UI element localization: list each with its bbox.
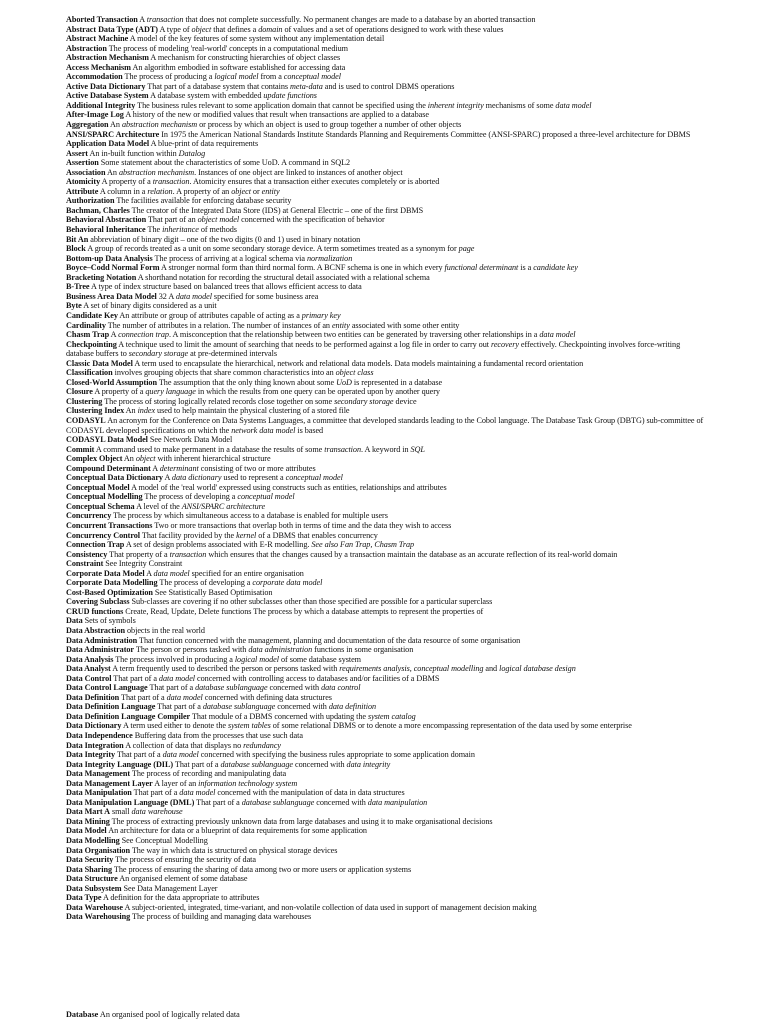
glossary-term: CRUD functions: [66, 606, 124, 616]
glossary-term: Corporate Data Modelling: [66, 578, 158, 588]
glossary-definition: A transaction that does not complete successfully. No permanent changes are made to a database by an aborted transaction: [137, 15, 536, 24]
glossary-entry: [66, 235, 706, 245]
glossary-term: Closed-World Assumption: [66, 377, 157, 387]
glossary-definition: A term used to encapsulate the hierarchical, network and relational data models. Data models maintaining a fundamental record orientation: [132, 358, 584, 368]
glossary-entry: [66, 340, 706, 359]
glossary-term: Data Abstraction: [66, 626, 126, 635]
glossary-term: Data Security: [66, 855, 114, 865]
glossary-definition: A stronger normal form than third normal form. A BCNF schema is one in which every functional determinant is a candidate key: [159, 263, 578, 273]
glossary-entry: [66, 903, 706, 913]
glossary-term: Data Definition Language Compiler: [66, 711, 191, 721]
glossary-entry: [66, 445, 706, 455]
glossary-definition: That part of a data model concerned with controlling access to databases and/or facilities of a DBMS: [111, 673, 440, 683]
glossary-term: Data Integration: [66, 740, 124, 750]
glossary-definition: That module of a DBMS concerned with updating the system catalog: [190, 711, 416, 721]
glossary-entry: [66, 893, 706, 903]
glossary-definition: A data model specified for an entire organisation: [144, 568, 304, 578]
glossary-term: B-Tree: [66, 282, 90, 292]
glossary-definition: Sub-classes are covering if no other subclasses other than those specified are possible for a particular superclass: [129, 597, 493, 607]
glossary-definition: That function concerned with the management, planning and documentation of the data resource of some organisation: [137, 635, 521, 645]
glossary-definition: Buffering data from the processes that use such data: [132, 731, 303, 741]
glossary-entry: [66, 292, 706, 302]
glossary-term: Data Control Language: [66, 683, 148, 693]
glossary-entry: [66, 874, 706, 884]
glossary-definition: The process of building and managing data warehouses: [130, 912, 312, 922]
glossary-definition: The number of attributes in a relation. The number of instances of an entity associated with some other entity: [105, 320, 460, 330]
glossary-definition: A model of the key features of some system without any implementation detail: [128, 34, 385, 44]
glossary-entry: [66, 750, 706, 760]
glossary-term: Atomicity: [66, 177, 101, 187]
glossary-entry: [66, 244, 706, 254]
glossary-entry: [66, 884, 706, 894]
glossary-entry: [66, 655, 706, 665]
glossary-definition: A set of design problems associated with E-R modelling. See also Fan Trap, Chasm Trap: [124, 540, 415, 550]
glossary-definition: The process of ensuring the security of data: [113, 855, 256, 865]
glossary-term: Data Warehousing: [66, 912, 131, 922]
glossary-term: Bracketing Notation: [66, 272, 137, 282]
glossary-entry: [66, 674, 706, 684]
glossary-entry: [66, 101, 706, 111]
glossary-term: Conceptual Schema: [66, 501, 135, 511]
glossary-term: Conceptual Modelling: [66, 492, 143, 502]
glossary-entry: [66, 836, 706, 846]
glossary-term: Data: [66, 616, 83, 626]
glossary-definition: That part of a database sublanguage concerned with data integrity: [173, 759, 391, 769]
glossary-entry: [66, 826, 706, 836]
glossary-definition: The process of developing a corporate data model: [157, 578, 323, 588]
glossary-term: Abstract Machine: [66, 34, 129, 44]
glossary-definition: The process of arriving at a logical schema via normalization: [152, 253, 353, 263]
glossary-term: Conceptual Data Dictionary: [66, 473, 163, 483]
glossary-term: Data Mining: [66, 816, 110, 826]
glossary-definition: An in-built function within Datalog: [87, 148, 206, 158]
glossary-definition: A column in a relation. A property of an object or entity: [98, 186, 280, 196]
glossary-definition: An architecture for data or a blueprint of data requirements for some application: [106, 826, 367, 836]
glossary-entry: [66, 540, 706, 550]
glossary-entry: [66, 158, 706, 168]
glossary-entry: [66, 798, 706, 808]
glossary-definition: Some statement about the characteristics of some UoD. A command in SQL2: [98, 158, 351, 168]
glossary-term: Corporate Data Model: [66, 568, 145, 578]
glossary-term: Constraint: [66, 559, 104, 569]
glossary-entry: [66, 712, 706, 722]
glossary-term: Active Database System: [66, 91, 149, 101]
glossary-entry: [66, 578, 706, 588]
glossary-definition: The process of modeling 'real-world' concepts in a computational medium: [106, 43, 348, 53]
glossary-entry: [66, 807, 706, 817]
glossary-definition: A subject-oriented, integrated, time-variant, and non-volatile collection of data used in support of management decision making: [123, 902, 537, 912]
glossary-term: Block: [66, 244, 86, 254]
glossary-list: [66, 15, 706, 922]
glossary-entry: [66, 645, 706, 655]
glossary-definition: The process involved in producing a logical model of some database system: [113, 654, 362, 664]
glossary-term: Complex Object: [66, 454, 123, 464]
glossary-entry: [66, 569, 706, 579]
glossary-entry: [66, 521, 706, 531]
glossary-term: Data Definition Language: [66, 702, 156, 712]
glossary-term: Data Management: [66, 769, 131, 779]
glossary-term: Data Warehouse: [66, 902, 123, 912]
glossary-term: Clustering: [66, 396, 103, 406]
glossary-entry: [66, 550, 706, 560]
glossary-term: Chasm Trap: [66, 330, 110, 340]
glossary-definition: The assumption that the only thing known about some UoD is represented in a database: [156, 377, 443, 387]
glossary-definition: abbreviation of binary digit – one of the two digits (0 and 1) used in binary notation: [88, 234, 361, 244]
glossary-term: Covering Subclass: [66, 597, 130, 607]
glossary-term: Connection Trap: [66, 540, 125, 550]
glossary-definition: A property of a transaction. Atomicity ensures that a transaction either executes completely or is aborted: [100, 177, 440, 187]
glossary-entry: [66, 187, 706, 197]
glossary-term: Behavioral Abstraction: [66, 215, 147, 225]
glossary-definition: An abstraction mechanism. Instances of one object are linked to instances of another object: [105, 167, 403, 177]
glossary-definition: A database system with embedded update functions: [148, 91, 317, 101]
glossary-definition: A type of index structure based on balanced trees that allows efficient access to data: [89, 282, 362, 292]
glossary-entry: [66, 311, 706, 321]
glossary-definition: A history of the new or modified values that result when transactions are applied to a database: [123, 110, 429, 120]
glossary-term: Data Organisation: [66, 845, 130, 855]
glossary-definition: A data dictionary used to represent a conceptual model: [162, 473, 343, 483]
glossary-definition: The process by which simultaneous access to a database is enabled for multiple users: [111, 511, 388, 521]
glossary-definition: A shorthand notation for recording the structural detail associated with a relational schema: [136, 272, 430, 282]
glossary-entry: [66, 760, 706, 770]
glossary-definition: The process of recording and manipulating data: [130, 769, 287, 779]
glossary-term: Checkpointing: [66, 339, 117, 349]
glossary-definition: A determinant consisting of two or more attributes: [150, 463, 316, 473]
glossary-definition: In 1975 the American National Standards Institute Standards Planning and Requirements Committee (ANSI-SPARC) proposed a three-level architecture for DBMS: [159, 129, 691, 139]
glossary-definition: A connection trap. A misconception that the relationship between two entities can be generated by traversing other relationships in a data model: [109, 330, 576, 340]
glossary-definition: A mechanism for constructing hierarchies of object classes: [148, 53, 341, 63]
glossary-entry: [66, 483, 706, 493]
glossary-entry: [66, 511, 706, 521]
glossary-term: Abstraction Mechanism: [66, 53, 149, 63]
glossary-definition: A command used to make permanent in a database the results of some transaction. A keyword in SQL: [94, 444, 425, 454]
glossary-entry: [66, 215, 706, 225]
glossary-definition: See Network Data Model: [147, 435, 233, 445]
glossary-entry: [66, 588, 706, 598]
glossary-entry: [66, 63, 706, 73]
glossary-definition: The facilities available for enforcing database security: [114, 196, 292, 206]
glossary-term: Behavioral Inheritance: [66, 225, 146, 235]
glossary-term: Association: [66, 167, 106, 177]
glossary-entry: [66, 855, 706, 865]
glossary-entry: [66, 865, 706, 875]
glossary-definition: An abstraction mechanism or process by which an object is used to group together a number of other objects: [108, 120, 462, 130]
glossary-definition: A layer of an information technology system: [152, 778, 298, 788]
glossary-entry: [66, 702, 706, 712]
glossary-term: Conceptual Model: [66, 482, 130, 492]
glossary-term: Data Administration: [66, 635, 138, 645]
glossary-entry: [66, 44, 706, 54]
glossary-entry: [66, 731, 706, 741]
glossary-term: Data Mart A: [66, 807, 111, 817]
glossary-entry: [66, 139, 706, 149]
glossary-definition: The creator of the Integrated Data Store (IDS) at General Electric – one of the first DBMS: [129, 205, 424, 215]
glossary-definition: involves grouping objects that share common characteristics into an object class: [112, 368, 374, 378]
glossary-entry: [66, 72, 706, 82]
glossary-definition: The process of storing logically related records close together on some secondary storage device: [102, 396, 417, 406]
glossary-term: Assertion: [66, 158, 99, 168]
glossary-term: Aborted Transaction: [66, 15, 138, 24]
glossary-entry: [66, 454, 706, 464]
glossary-definition: That part of a database sublanguage concerned with data manipulation: [194, 797, 428, 807]
glossary-term: Attribute: [66, 186, 99, 196]
glossary-term: After-Image Log: [66, 110, 124, 120]
glossary-entry: [66, 769, 706, 779]
glossary-entry: [66, 177, 706, 187]
glossary-term: Abstraction: [66, 43, 107, 53]
glossary-term: Commit: [66, 444, 95, 454]
glossary-entry: [66, 378, 706, 388]
glossary-definition: See Conceptual Modelling: [119, 836, 208, 846]
glossary-term: Data Integrity: [66, 750, 116, 760]
glossary-definition: See Data Management Layer: [121, 883, 218, 893]
glossary-definition: An organised pool of logically related data: [99, 1010, 240, 1019]
glossary-term: Cost-Based Optimization: [66, 587, 153, 597]
glossary-definition: A property of a query language in which the results from one query can be operated upon by another query: [92, 387, 440, 397]
glossary-entry: [66, 206, 706, 216]
glossary-term: Database: [66, 1010, 99, 1019]
glossary-term: Data Manipulation: [66, 788, 132, 798]
glossary-definition: A collection of data that displays no redundancy: [123, 740, 281, 750]
glossary-entry: [66, 846, 706, 856]
glossary-term: Classification: [66, 368, 113, 378]
glossary-definition: The process of producing a logical model from a conceptual model: [122, 72, 341, 82]
glossary-term: Data Modelling: [66, 836, 120, 846]
glossary-term: Access Mechanism: [66, 62, 131, 72]
glossary-entry: [66, 626, 706, 636]
glossary-entry: [66, 120, 706, 130]
glossary-definition: That part of a data model concerned with defining data structures: [119, 692, 332, 702]
glossary-entry: [66, 492, 706, 502]
glossary-term: Active Data Dictionary: [66, 81, 146, 91]
glossary-term: Consistency: [66, 549, 108, 559]
glossary-term: Data Dictionary: [66, 721, 122, 731]
glossary-term: Closure: [66, 387, 93, 397]
glossary-entry: [66, 683, 706, 693]
glossary-definition: objects in the real world: [125, 626, 205, 635]
glossary-entry: [66, 416, 706, 435]
glossary-entry: [66, 1010, 706, 1020]
glossary-entry: [66, 636, 706, 646]
glossary-entry: [66, 263, 706, 273]
glossary-definition: That part of a database sublanguage concerned with data definition: [155, 702, 377, 712]
glossary-definition: That facility provided by the kernel of a DBMS that enables concurrency: [140, 530, 378, 540]
glossary-entry: [66, 664, 706, 674]
glossary-entry: [66, 282, 706, 292]
glossary-definition: A level of the ANSI/SPARC architecture: [134, 501, 266, 511]
glossary-term: Boyce–Codd Normal Form: [66, 263, 160, 273]
glossary-entry: [66, 397, 706, 407]
glossary-definition: The process of developing a conceptual model: [142, 492, 295, 502]
glossary-term: Aggregation: [66, 120, 109, 130]
glossary-term: Bachman, Charles: [66, 205, 130, 215]
glossary-definition: An object with inherent hierarchical structure: [122, 454, 271, 464]
glossary-entry: [66, 616, 706, 626]
glossary-term: Data Integrity Language (DIL): [66, 759, 174, 769]
glossary-term: Classic Data Model: [66, 358, 133, 368]
glossary-definition: An acronym for the Conference on Data Systems Languages, a committee that developed standards leading to the Cobol language. The Database Task Group (DBTG) sub-committee of CODASYL developed specifications on which the network data model is based: [66, 415, 704, 435]
glossary-entry: [66, 53, 706, 63]
glossary-entry: [66, 330, 706, 340]
glossary-entry: [66, 788, 706, 798]
glossary-entry: [66, 130, 706, 140]
glossary-definition: A term used either to denote the system tables of some relational DBMS or to denote a more encompassing representation of the data used by some enterprise: [121, 721, 632, 731]
glossary-definition: A type of object that defines a domain of values and a set of operations designed to work with these values: [157, 24, 504, 34]
glossary-definition: An algorithm embodied in software established for accessing data: [130, 62, 346, 72]
glossary-term: CODASYL: [66, 415, 106, 425]
glossary-term: Cardinality: [66, 320, 106, 330]
glossary-definition: An attribute or group of attributes capable of acting as a primary key: [117, 310, 341, 320]
glossary-entry: [66, 559, 706, 569]
glossary-entry: [66, 301, 706, 311]
glossary-definition: A definition for the data appropriate to attributes: [101, 893, 260, 903]
glossary-term: Application Data Model: [66, 139, 150, 149]
glossary-definition: Create, Read, Update, Delete functions The process by which a database attempts to represent the properties of: [123, 606, 484, 616]
glossary-entry: [66, 817, 706, 827]
glossary-definition: That property of a transaction which ensures that the changes caused by a transaction maintain the database as an accurate reflection of its real-world domain: [107, 549, 618, 559]
glossary-entry: [66, 597, 706, 607]
glossary-term: Data Subsystem: [66, 883, 122, 893]
glossary-definition: See Statistically Based Optimisation: [152, 587, 273, 597]
glossary-entry: [66, 502, 706, 512]
page-footer: [66, 1010, 706, 1020]
glossary-term: Data Manipulation Language (DML): [66, 797, 195, 807]
glossary-entry: [66, 721, 706, 731]
glossary-term: Data Definition: [66, 692, 120, 702]
glossary-definition: See Integrity Constraint: [103, 559, 183, 569]
glossary-term: Data Analysis: [66, 654, 114, 664]
glossary-definition: A set of binary digits considered as a unit: [81, 301, 217, 311]
glossary-entry: [66, 607, 706, 617]
glossary-term: Clustering Index: [66, 406, 125, 416]
glossary-entry: [66, 359, 706, 369]
glossary-term: Data Management Layer: [66, 778, 153, 788]
glossary-term: Data Administrator: [66, 645, 135, 655]
glossary-entry: [66, 225, 706, 235]
glossary-term: Data Structure: [66, 874, 118, 884]
glossary-entry: [66, 168, 706, 178]
glossary-entry: [66, 912, 706, 922]
glossary-entry: [66, 779, 706, 789]
glossary-entry: [66, 693, 706, 703]
glossary-entry: [66, 91, 706, 101]
glossary-term: Authorization: [66, 196, 115, 206]
glossary-entry: [66, 110, 706, 120]
glossary-term: Candidate Key: [66, 310, 118, 320]
glossary-term: Accommodation: [66, 72, 123, 82]
glossary-entry: [66, 464, 706, 474]
glossary-entry: [66, 406, 706, 416]
glossary-term: Bit An: [66, 234, 89, 244]
glossary-term: Byte: [66, 301, 82, 311]
glossary-term: Data Analyst: [66, 664, 111, 674]
glossary-term: Compound Determinant: [66, 463, 151, 473]
glossary-term: Assert: [66, 148, 88, 158]
glossary-definition: That part of an object model concerned with the specification of behavior: [146, 215, 385, 225]
glossary-term: Data Type: [66, 893, 102, 903]
glossary-definition: A group of records treated as a unit on some secondary storage device. A term sometimes treated as a synonym for page: [85, 244, 475, 254]
glossary-definition: The process of extracting previously unknown data from large databases and using it to make organisational decisions: [109, 816, 493, 826]
glossary-definition: An organised element of some database: [117, 874, 248, 884]
glossary-entry: [66, 741, 706, 751]
glossary-entry: [66, 531, 706, 541]
glossary-definition: That part of a data model concerned with the manipulation of data in data structures: [131, 788, 405, 798]
glossary-definition: 32 A data model specified for some business area: [156, 291, 319, 301]
glossary-term: Concurrency: [66, 511, 112, 521]
glossary-definition: Two or more transactions that overlap both in terms of time and the data they wish to access: [152, 520, 452, 530]
glossary-term: Concurrent Transactions: [66, 520, 153, 530]
glossary-definition: small data warehouse: [110, 807, 183, 817]
glossary-definition: A term frequently used to described the person or persons tasked with requirements analysis, conceptual modelling and logical database design: [110, 664, 576, 674]
glossary-definition: That part of a database sublanguage concerned with data control: [147, 683, 361, 693]
glossary-definition: Sets of symbols: [82, 616, 136, 626]
glossary-definition: A blue-print of data requirements: [149, 139, 259, 149]
glossary-definition: The process of ensuring the sharing of data among two or more users or application systems: [112, 864, 412, 874]
glossary-definition: An index used to help maintain the physical clustering of a stored file: [124, 406, 350, 416]
glossary-entry: [66, 149, 706, 159]
glossary-term: Data Model: [66, 826, 107, 836]
glossary-entry: [66, 387, 706, 397]
glossary-definition: The person or persons tasked with data administration functions in some organisation: [134, 645, 414, 655]
glossary-definition: A technique used to limit the amount of searching that needs to be performed against a log file in order to carry out recovery effectively. Checkpointing involves force-writing database buffers to secondary storage at pre-determined intervals: [66, 339, 681, 359]
glossary-term: Concurrency Control: [66, 530, 141, 540]
glossary-term: Data Independence: [66, 731, 133, 741]
glossary-definition: That part of a data model concerned with specifying the business rules appropriate to some application domain: [115, 750, 475, 760]
glossary-entry: [66, 25, 706, 35]
glossary-term: Abstract Data Type (ADT): [66, 24, 158, 34]
glossary-definition: That part of a database system that contains meta-data and is used to control DBMS operations: [145, 81, 455, 91]
glossary-term: Data Control: [66, 673, 112, 683]
glossary-term: Bottom-up Data Analysis: [66, 253, 153, 263]
glossary-entry: [66, 368, 706, 378]
glossary-entry: [66, 196, 706, 206]
glossary-term: Data Sharing: [66, 864, 113, 874]
glossary-definition: The inheritance of methods: [145, 225, 237, 235]
glossary-term: ANSI/SPARC Architecture: [66, 129, 160, 139]
glossary-entry: [66, 273, 706, 283]
glossary-definition: The business rules relevant to some application domain that cannot be specified using the inherent integrity mechanisms of some data model: [135, 100, 592, 110]
glossary-entry: [66, 321, 706, 331]
glossary-term: CODASYL Data Model: [66, 435, 148, 445]
glossary-entry: [66, 254, 706, 264]
glossary-entry: [66, 82, 706, 92]
glossary-entry: [66, 473, 706, 483]
glossary-definition: A model of the 'real world' expressed using constructs such as entities, relationships and attributes: [129, 482, 447, 492]
glossary-entry: [66, 435, 706, 445]
glossary-term: Business Area Data Model: [66, 291, 157, 301]
glossary-term: Additional Integrity: [66, 100, 136, 110]
glossary-entry: [66, 15, 706, 25]
glossary-definition: The way in which data is structured on physical storage devices: [129, 845, 338, 855]
glossary-entry: [66, 34, 706, 44]
